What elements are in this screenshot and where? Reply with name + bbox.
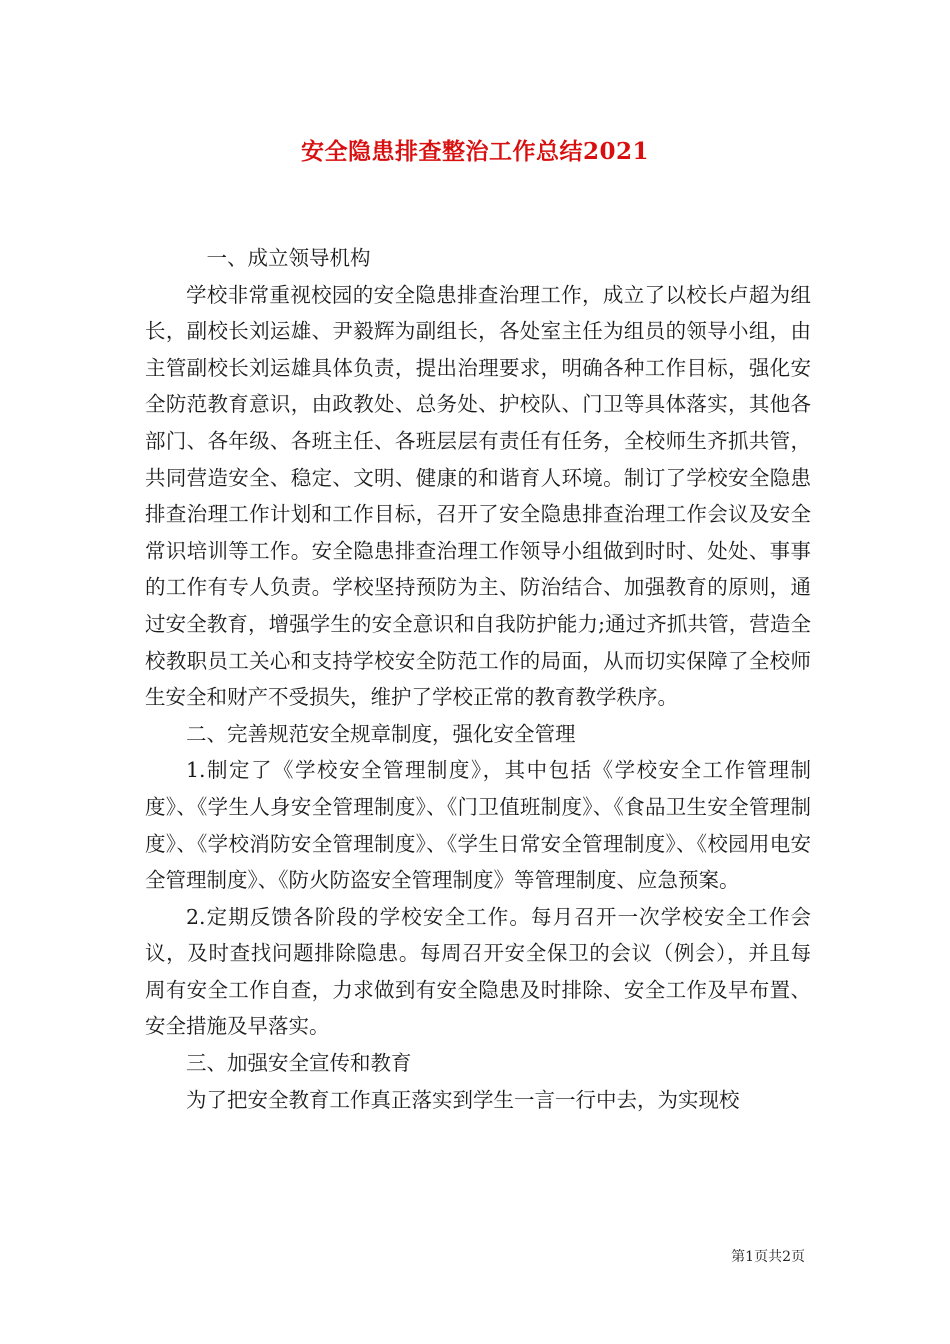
section-heading-1: 一、成立领导机构 xyxy=(206,246,371,270)
paragraph-rules-2: 2.定期反馈各阶段的学校安全工作。每月召开一次学校安全工作会议，及时查找问题排除隐患。每周召开安全保卫的会议（例会），并且每周有安全工作自查，力求做到有安全隐患及时排除、安全工作及早布置、安全措施及早落实。 xyxy=(145,904,811,1039)
paragraph-leadership: 学校非常重视校园的安全隐患排查治理工作，成立了以校长卢超为组长，副校长刘运雄、尹毅辉为副组长，各处室主任为组员的领导小组，由主管副校长刘运雄具体负责，提出治理要求，明确各种工作目标，强化安全防范教育意识，由政教处、总务处、护校队、门卫等具体落实，其他各部门、各年级、各班主任、各班层层有责任有任务，全校师生齐抓共管，共同营造安全、稳定、文明、健康的和谐育人环境。制订了学校安全隐患排查治理工作计划和工作目标，召开了安全隐患排查治理工作会议及安全常识培训等工作。安全隐患排查治理工作领导小组做到时时、处处、事事的工作有专人负责。学校坚持预防为主、防治结合、加强教育的原则，通过安全教育，增强学生的安全意识和自我防护能力;通过齐抓共管，营造全校教职员工关心和支持学校安全防范工作的局面，从而切实保障了全校师生安全和财产不受损失，维护了学校正常的教育教学秩序。 xyxy=(145,282,811,710)
section-heading-3: 三、加强安全宣传和教育 xyxy=(186,1051,412,1076)
document-body xyxy=(145,240,811,1118)
document-title: 安全隐患排查整治工作总结2021 xyxy=(300,138,649,165)
section-heading-2: 二、完善规范安全规章制度，强化安全管理 xyxy=(186,721,576,746)
paragraph-education: 为了把安全教育工作真正落实到学生一言一行中去，为实现校 xyxy=(186,1087,740,1112)
page-indicator: 第1页共2页 xyxy=(731,1249,805,1265)
paragraph-rules-1: 1.制定了《学校安全管理制度》，其中包括《学校安全工作管理制度》、《学生人身安全管理制度》、《门卫值班制度》、《食品卫生安全管理制度》、《学校消防安全管理制度》、《学生日常安全管理制度》、《校园用电安全管理制度》、《防火防盗安全管理制度》等管理制度、应急预案。 xyxy=(145,758,811,893)
